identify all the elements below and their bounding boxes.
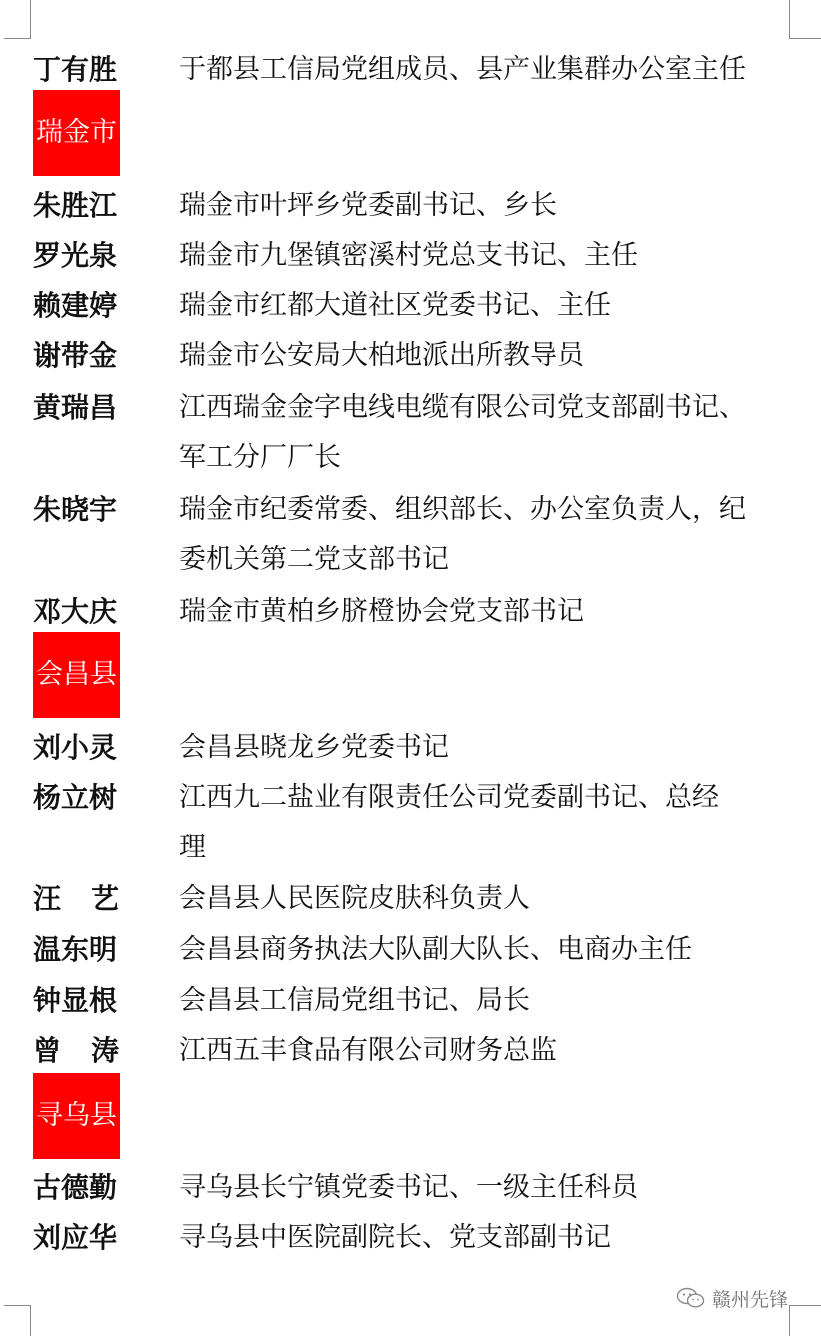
member-position: 江西五丰食品有限公司财务总监: [179, 1035, 557, 1066]
member-name: 丁有胜: [33, 53, 118, 86]
member-position: 寻乌县中医院副院长、党支部副书记: [179, 1222, 611, 1253]
watermark-text: 赣州先锋: [712, 1288, 789, 1311]
member-name: 朱晓宇: [33, 493, 118, 526]
member-row: [0, 181, 821, 231]
member-name: 谢带金: [33, 339, 118, 372]
region-label: 瑞金市: [33, 90, 120, 176]
crop-mark-bottom-left: [4, 1305, 31, 1336]
member-position: 瑞金市九堡镇密溪村党总支书记、主任: [179, 240, 638, 271]
region-label: 寻乌县: [33, 1073, 120, 1159]
member-row: [0, 485, 821, 575]
member-row: [0, 874, 821, 924]
member-position: 于都县工信局党组成员、县产业集群办公室主任: [179, 54, 746, 85]
member-name: 古德勤: [33, 1171, 118, 1204]
member-row: [0, 773, 821, 863]
member-row: [0, 587, 821, 637]
member-name: 温东明: [33, 933, 118, 966]
member-row: [0, 281, 821, 331]
member-position: 会昌县工信局党组书记、局长: [179, 985, 530, 1016]
member-row: [0, 383, 821, 473]
member-position: 瑞金市红都大道社区党委书记、主任: [179, 290, 611, 321]
wechat-icon: [676, 1287, 706, 1309]
member-name: 汪艺: [33, 882, 150, 915]
crop-mark-top-left: [4, 0, 31, 39]
member-position: 瑞金市黄柏乡脐橙协会党支部书记: [179, 596, 584, 627]
member-position: 瑞金市公安局大柏地派出所教导员: [179, 340, 584, 371]
member-position: 江西瑞金金字电线电缆有限公司党支部副书记、 军工分厂厂长: [179, 392, 746, 473]
member-position: 瑞金市叶坪乡党委副书记、乡长: [179, 190, 557, 221]
watermark: [676, 1283, 788, 1313]
member-position: 江西九二盐业有限责任公司党委副书记、总经 理: [179, 782, 719, 863]
crop-mark-bottom-right: [789, 1305, 821, 1336]
member-name: 钟显根: [33, 984, 118, 1017]
member-name: 朱胜江: [33, 189, 118, 222]
member-row: [0, 723, 821, 773]
crop-mark-top-right: [789, 0, 821, 39]
member-position: 瑞金市纪委常委、组织部长、办公室负责人，纪 委机关第二党支部书记: [179, 494, 746, 575]
member-row: [0, 231, 821, 281]
member-row: [0, 1026, 821, 1076]
member-name: 杨立树: [33, 781, 118, 814]
member-row: [0, 976, 821, 1026]
member-position: 会昌县晓龙乡党委书记: [179, 732, 449, 763]
member-name: 黄瑞昌: [33, 391, 118, 424]
member-row: [0, 925, 821, 975]
member-position: 会昌县商务执法大队副大队长、电商办主任: [179, 934, 692, 965]
member-row: [0, 1213, 821, 1263]
member-row: [0, 331, 821, 381]
member-position: 会昌县人民医院皮肤科负责人: [179, 883, 530, 914]
member-name: 邓大庆: [33, 595, 118, 628]
member-name: 刘应华: [33, 1221, 118, 1254]
member-name: 罗光泉: [33, 239, 118, 272]
member-name: 曾涛: [33, 1034, 150, 1067]
member-position: 寻乌县长宁镇党委书记、一级主任科员: [179, 1172, 638, 1203]
member-row: [0, 45, 821, 95]
member-row: [0, 1163, 821, 1213]
member-name: 刘小灵: [33, 731, 118, 764]
member-name: 赖建婷: [33, 289, 118, 322]
region-label: 会昌县: [33, 632, 120, 718]
